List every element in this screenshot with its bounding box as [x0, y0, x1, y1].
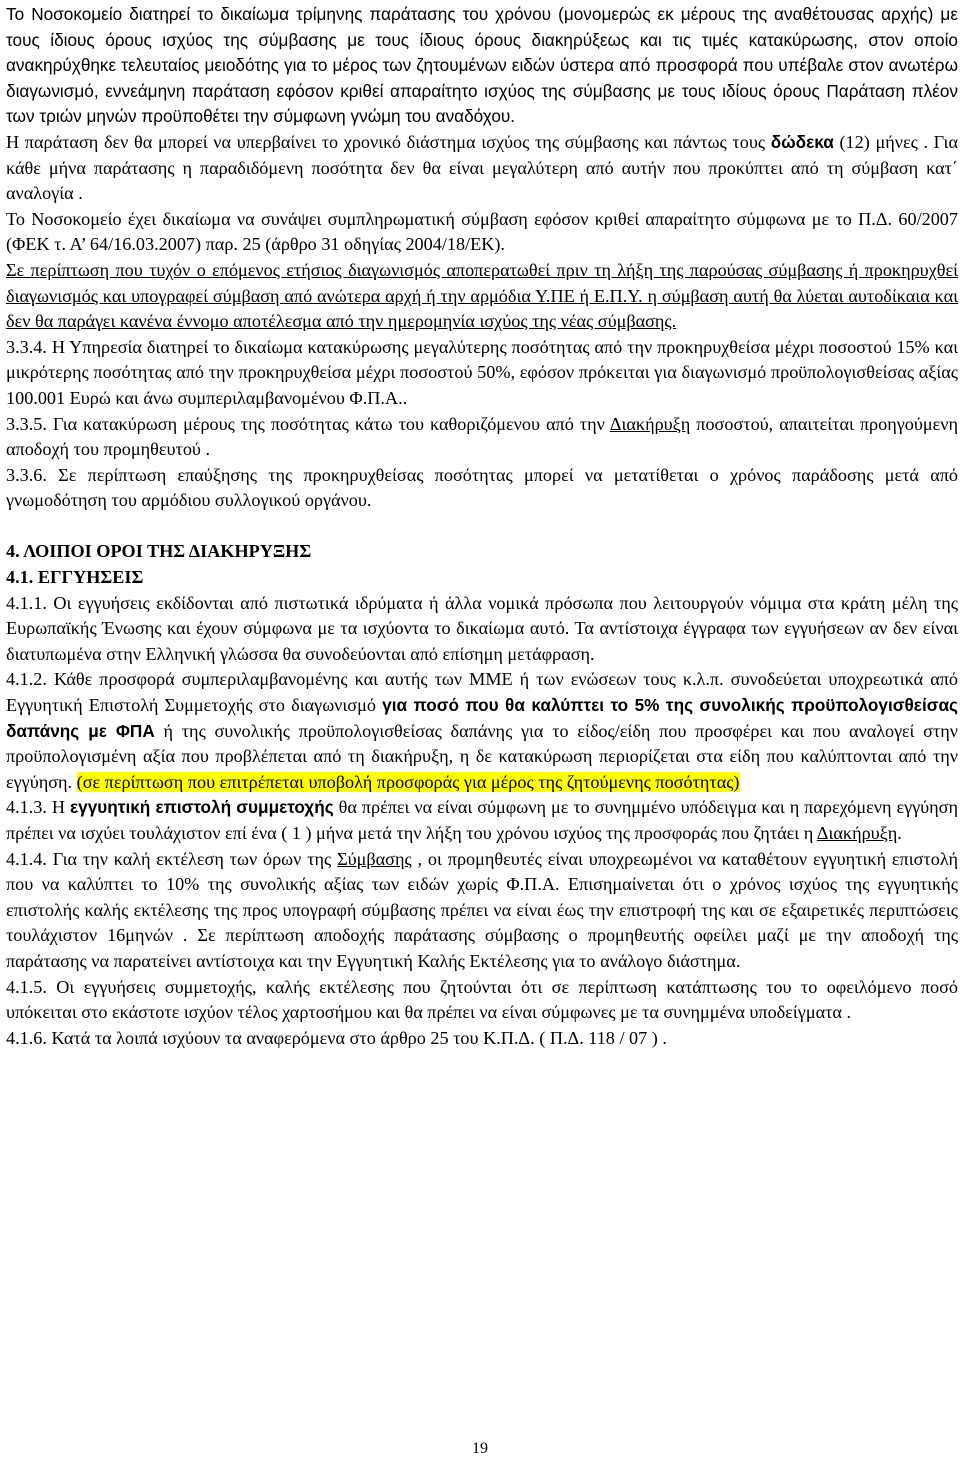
section-heading-4-1: 4.1. ΕΓΓΥΗΣΕΙΣ — [6, 567, 144, 588]
paragraph-4-1-1: 4.1.1. Οι εγγυήσεις εκδίδονται από πιστωτικά ιδρύματα ή άλλα νομικά πρόσωπα που λειτουργούν νόμιμα στα κράτη μέλη της Ευρωπαϊκής Ένωσης και έχουν σύμφωνα με τα ισχύοντα το δικαίωμα αυτό. Τα αντίστοιχα έγγραφα των εγγυήσεων αν δεν είναι διατυπωμένα στην Ελληνική γλώσσα θα συνοδεύονται από επίσημη μετάφραση. — [6, 592, 958, 664]
paragraph-extension-right: Το Νοσοκομείο διατηρεί το δικαίωμα τρίμηνης παράτασης του χρόνου (μονομερώς εκ μέρους της αναθέτουσας αρχής) με τους ίδιους όρους ισχύος της σύμβασης με τους ίδιους όρους διακηρύξεως και τις τιμές κατακύρωσης, στον οποίο ανακηρύχθηκε τελευταίος μειοδότης για το μέρος των ζητουμένων ειδών ύστερα από προσφορά που υπέβαλε στον ανωτέρω διαγωνισμό, εννεάμηνη παράταση εφόσον κριθεί απαραίτητο ισχύος της σύμβασης με τους ιδίους όρους Παράταση πλέον των τριών μηνών προϋποθέτει την σύμφωνη γνώμη του αναδόχου. — [6, 4, 958, 127]
paragraph-4-1-2: 4.1.2. Κάθε προσφορά συμπεριλαμβανομένης και αυτής των ΜΜΕ ή των ενώσεων τους κ.λ.π. συνοδεύεται υποχρεωτικά από Εγγυητική Επιστολή Συμμετοχής στο διαγωνισμό για ποσό που θα καλύπτει το 5% της συνολικής προϋπολογισθείσας δαπάνης με ΦΠΑ ή της συνολικής προϋπολογισθείσας δαπάνης για το είδος/είδη που προσφέρει και που αναλογεί στην προϋπολογισμένη αξία που προβλέπεται από τη διακήρυξη, η δε κατακύρωση περιορίζεται στα είδη που καλύπτονται από την εγγύηση. (σε περίπτωση που επιτρέπεται υποβολή προσφοράς για μέρος της ζητούμενης ποσότητας) — [6, 669, 958, 792]
paragraph-3-3-4: 3.3.4. Η Υπηρεσία διατηρεί το δικαίωμα κατακύρωσης μεγαλύτερης ποσότητας από την προκηρυχθείσα μέχρι ποσοστού 15% και μικρότερης ποσότητας από την προκηρυχθείσα μέχρι ποσοστού 50%, εφόσον πρόκειται για διαγωνισμό προϋπολογισθείσας αξίας 100.001 Ευρώ και άνω συμπεριλαμβανομένου Φ.Π.Α.. — [6, 336, 958, 408]
paragraph-4-1-3: 4.1.3. Η εγγυητική επιστολή συμμετοχής θα πρέπει να είναι σύμφωνη με το συνημμένο υπόδειγμα και η παρεχόμενη εγγύηση πρέπει να ισχύει τουλάχιστον επί ένα ( 1 ) μήνα μετά την λήξη του χρόνου ισχύος της προσφοράς που ζητάει η Διακήρυξη. — [6, 797, 958, 843]
guarantee-amount-bold: για ποσό που θα καλύπτει το 5% της συνολικής προϋπολογισθείσας δαπάνης με ΦΠΑ — [6, 695, 958, 741]
paragraph-4-1-5: 4.1.5. Οι εγγυήσεις συμμετοχής, καλής εκτέλεσης που ζητούνται ότι σε περίπτωση κατάπτωσης του το οφειλόμενο ποσό υπόκειται στο εκάστοτε ισχύον τέλος χαρτοσήμου και θα πρέπει να είναι σύμφωνες με τα συνημμένα υποδείγματα . — [6, 976, 958, 1023]
paragraph-4-1-6: 4.1.6. Κατά τα λοιπά ισχύουν τα αναφερόμενα στο άρθρο 25 του Κ.Π.Δ. ( Π.Δ. 118 / 07 ) . — [6, 1027, 667, 1048]
spacer — [6, 514, 958, 540]
twelve-bold: δώδεκα — [770, 131, 834, 152]
paragraph-3-3-5: 3.3.5. Για κατακύρωση μέρους της ποσότητας κάτω του καθοριζόμενου από την Διακήρυξη ποσοστού, απαιτείται προηγούμενη αποδοχή του προμηθευτού . — [6, 413, 958, 460]
paragraph-supplementary-contract: Το Νοσοκομείο έχει δικαίωμα να συνάψει συμπληρωματική σύμβαση εφόσον κριθεί απαραίτητο σύμφωνα με το Π.Δ. 60/2007 (ΦΕΚ τ. Α’ 64/16.03.2007) παρ. 25 (άρθρο 31 οδηγίας 2004/18/ΕΚ). — [6, 208, 958, 255]
document-body — [6, 2, 958, 1051]
paragraph-4-1-4: 4.1.4. Για την καλή εκτέλεση των όρων της Σύμβασης , οι προμηθευτές είναι υποχρεωμένοι να καταθέτουν εγγυητική επιστολή που να καλύπτει το 10% της συνολικής αξίας των ειδών χωρίς Φ.Π.Α. Επισημαίνεται ότι ο χρόνος ισχύος της εγγυητικής επιστολής καλής εκτέλεσης της προς υπογραφή σύμβασης πρέπει να είναι έως την επιστροφή της και σε εξαιρετικές περιπτώσεις τουλάχιστον 16μηνών . Σε περίπτωση αποδοχής παράτασης σύμβασης ο προμηθευτής οφείλει μαζί με την αποδοχή της παράτασης να παρατείνει αντίστοιχα και την Εγγυητική Καλής Εκτέλεσης για το ανάλογο διάστημα. — [6, 848, 959, 971]
paragraph-3-3-6: 3.3.6. Σε περίπτωση επαύξησης της προκηρυχθείσας ποσότητας μπορεί να μετατίθεται ο χρόνος παράδοσης μετά από γνωμοδότηση του αρμόδιου συλλογικού οργάνου. — [6, 464, 958, 511]
page-number: 19 — [472, 1440, 488, 1457]
guarantee-letter-bold: εγγυητική επιστολή συμμετοχής — [70, 797, 334, 818]
highlighted-note: (σε περίπτωση που επιτρέπεται υποβολή προσφοράς για μέρος της ζητούμενης ποσότητας) — [76, 771, 740, 792]
paragraph-termination: Σε περίπτωση που τυχόν ο επόμενος ετήσιος διαγωνισμός αποπερατωθεί πριν τη λήξη της παρούσας σύμβασης ή προκηρυχθεί διαγωνισμός και υπογραφεί σύμβαση από ανώτερα αρχή ή την αρμόδια Υ.ΠΕ ή Ε.Π.Υ. η σύμβαση αυτή θα λύεται αυτοδίκαια και δεν θα παράγει κανένα έννομο αποτέλεσμα από την ημερομηνία ισχύος της νέας σύμβασης. — [6, 259, 958, 332]
section-heading-4: 4. ΛΟΙΠΟΙ ΟΡΟΙ ΤΗΣ ΔΙΑΚΗΡΥΞΗΣ — [6, 541, 312, 562]
paragraph-extension-limit: Η παράταση δεν θα μπορεί να υπερβαίνει το χρονικό διάστημα ισχύος της σύμβασης και πάντως τους δώδεκα (12) μήνες . Για κάθε μήνα παράτασης η παραδιδόμενη ποσότητα δεν θα είναι μεγαλύτερη από αυτήν που προκύπτει από τη σύμβαση κατ΄ αναλογία . — [6, 131, 958, 204]
